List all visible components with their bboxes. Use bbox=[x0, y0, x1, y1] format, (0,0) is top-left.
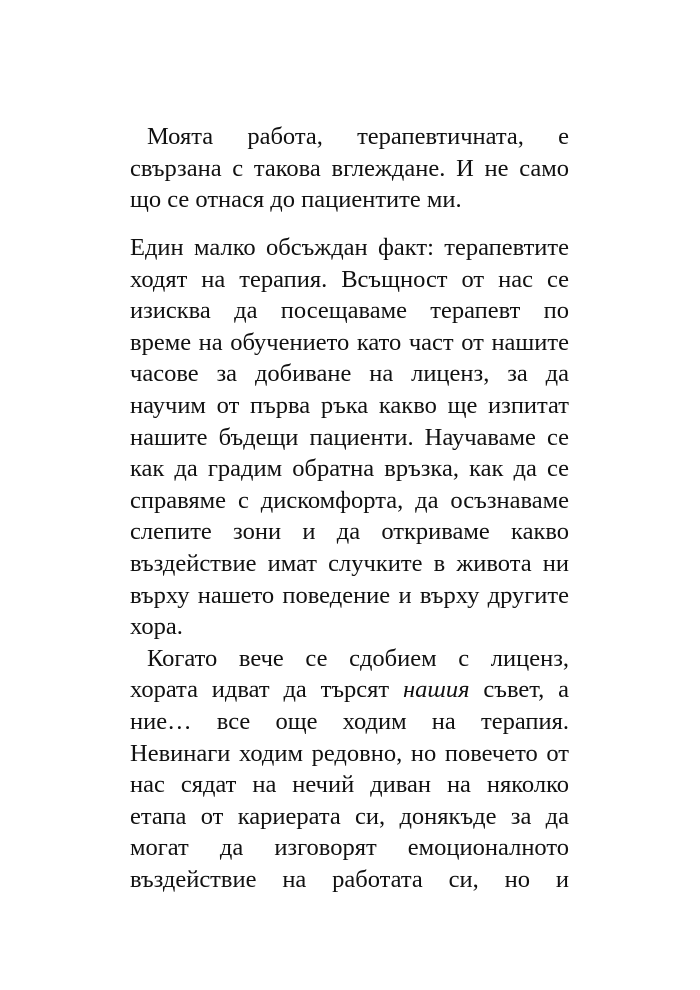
text-line: нас сядат на нечий диван на няколко bbox=[130, 771, 569, 799]
text-line: Един малко обсъждан факт: терапевтите bbox=[130, 234, 569, 261]
text-line: научим от първа ръка какво ще изпитат bbox=[130, 391, 569, 419]
paragraph-3 bbox=[130, 643, 569, 896]
text-line: часове за добиване на лиценз, за да bbox=[130, 360, 569, 388]
text-line: могат да изговорят емоционалното bbox=[130, 834, 569, 862]
text-line: Моята работа, терапевтичната, е bbox=[147, 123, 569, 150]
text-line: върху нашето поведение и върху другите bbox=[130, 581, 569, 609]
text-line: етапа от кариерата си, донякъде за да bbox=[130, 802, 569, 830]
text-line: въздействие на работата си, но и bbox=[130, 865, 569, 893]
paragraph-2 bbox=[130, 232, 569, 895]
text-line: ходят на терапия. Всъщност от нас се bbox=[130, 265, 569, 293]
text-line: Когато вече се сдобием с лиценз, bbox=[147, 644, 569, 672]
emphasized-word: нашия bbox=[403, 676, 470, 704]
text-line: слепите зони и да откриваме какво bbox=[130, 518, 569, 546]
paragraph-1 bbox=[130, 121, 569, 216]
text-line: нашите бъдещи пациенти. Научаваме се bbox=[130, 423, 569, 451]
text-line-with-emphasis bbox=[130, 674, 569, 706]
text-line: свързана с такова вглеждане. И не само bbox=[130, 154, 569, 182]
text-line: справяме с дискомфорта, да осъзнаваме bbox=[130, 486, 569, 514]
text-line: въздействие имат случките в живота ни bbox=[130, 549, 569, 577]
text-line: що се отнася до пациентите ми. bbox=[130, 186, 462, 214]
text-line: ние… все още ходим на терапия. bbox=[130, 707, 569, 735]
text-line: изисква да посещаваме терапевт по bbox=[130, 297, 569, 325]
text-line: време на обучението като част от нашите bbox=[130, 328, 569, 356]
text-line: как да градим обратна връзка, как да се bbox=[130, 455, 569, 483]
text-line: хора. bbox=[130, 613, 183, 641]
text-line: Невинаги ходим редовно, но повечето от bbox=[130, 739, 569, 767]
text-run: съвет, а bbox=[469, 676, 569, 704]
text-run: хората идват да търсят bbox=[130, 676, 403, 704]
